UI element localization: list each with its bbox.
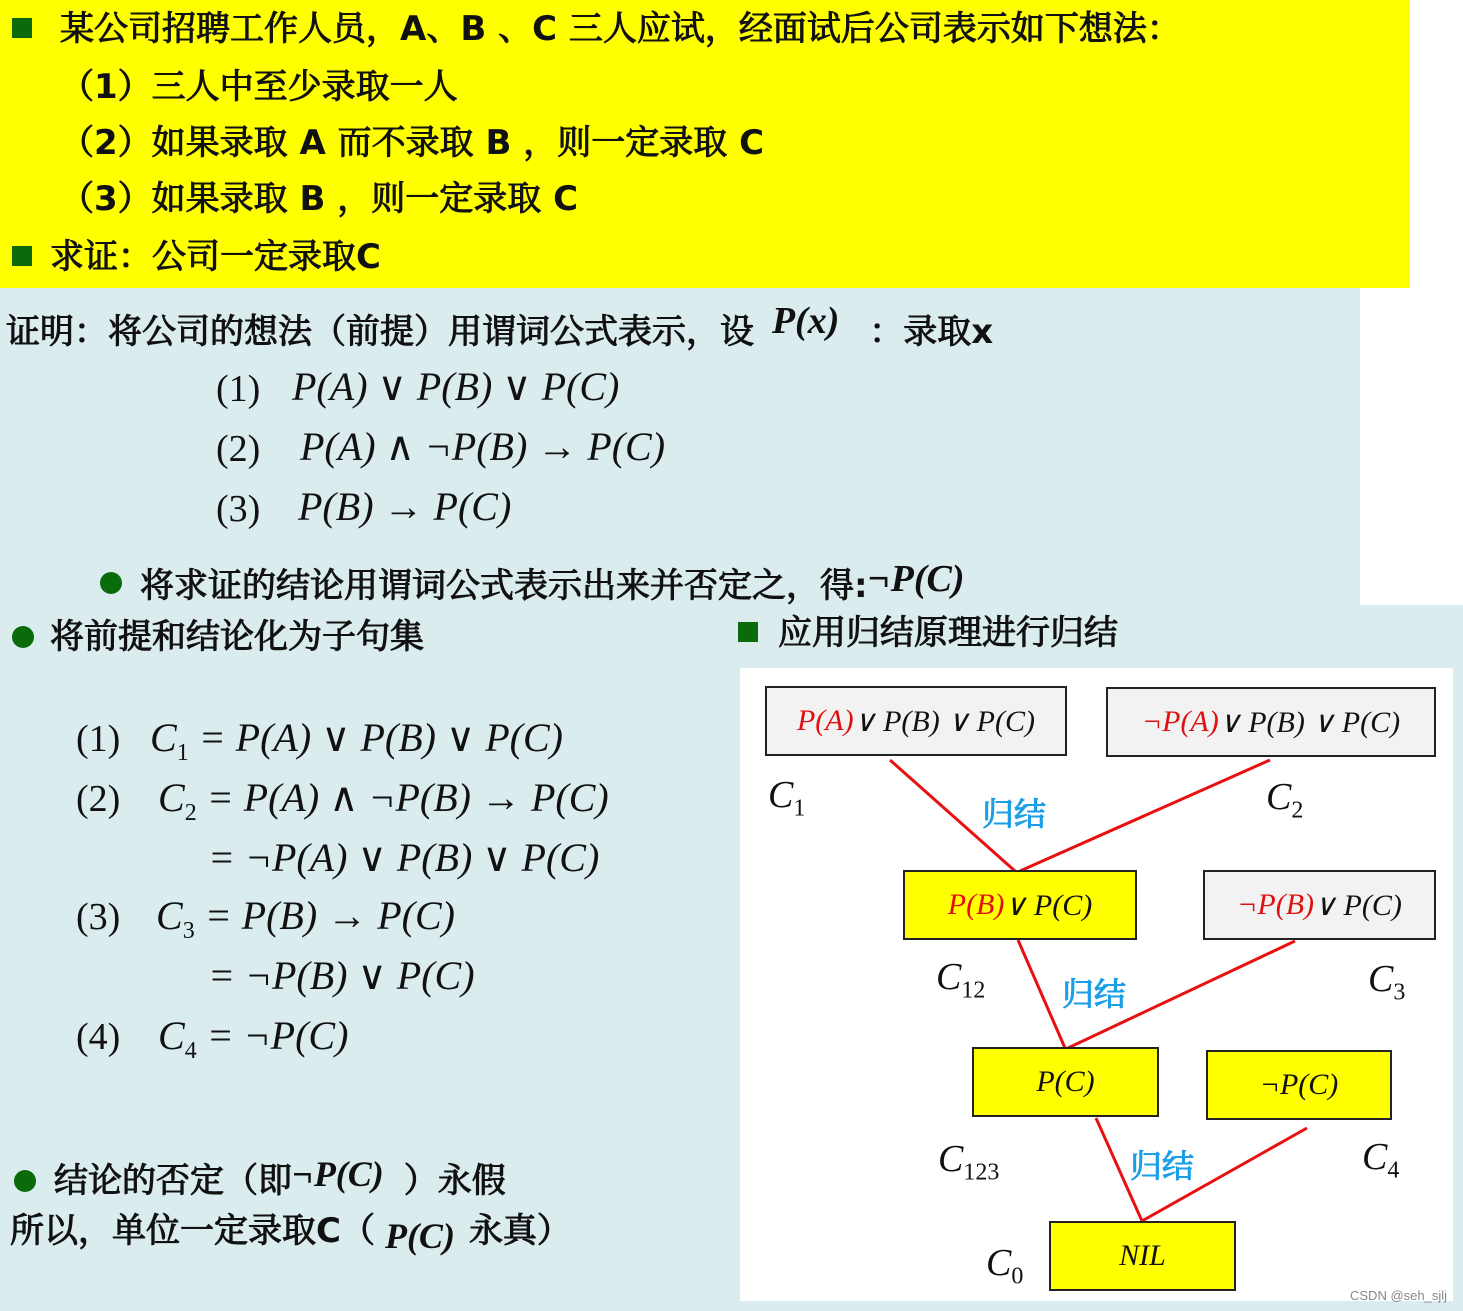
label-c12: $C_{12}$ xyxy=(936,956,986,1004)
premise-number: (2) xyxy=(216,428,261,470)
problem-statement: 某公司招聘工作人员，A、B 、C 三人应试，经面试后公司表示如下想法： xyxy=(60,9,1181,49)
square-bullet-icon xyxy=(12,246,32,266)
edge-c12-c123 xyxy=(1018,940,1065,1048)
negate-text: 将求证的结论用谓词公式表示出来并否定之，得: xyxy=(140,566,868,606)
clause-c1: $C_1 = P(A)$ ∨ P(B) ∨ P(C) xyxy=(150,715,564,766)
clause-box-c123: P(C) xyxy=(972,1047,1159,1117)
clauses-heading: 将前提和结论化为子句集 xyxy=(50,617,424,657)
square-bullet-icon xyxy=(12,18,32,38)
resolution-heading: 应用归结原理进行归结 xyxy=(778,613,1118,653)
resolve-label: 归结 xyxy=(1130,1147,1195,1185)
clause-c2-cnf: = ¬P(A) ∨ P(B) ∨ P(C) xyxy=(208,835,600,880)
clause-c2: $C_2 = P(A)$ ∧ ¬P(B) → P(C) xyxy=(158,775,609,826)
clause-box-c1: P(A) ∨ P(B) ∨ P(C) xyxy=(765,686,1067,756)
negate-formula: ¬P(C) xyxy=(867,558,965,600)
watermark: CSDN @seh_sjlj xyxy=(1350,1288,1447,1303)
clause-c3: $C_3 = P(B) \to P(C)$ xyxy=(156,893,455,944)
clause-number: (1) xyxy=(76,718,121,760)
round-bullet-icon xyxy=(12,626,34,648)
clause-number: (2) xyxy=(76,778,121,820)
clause-box-c4: ¬P(C) xyxy=(1206,1050,1392,1120)
round-bullet-icon xyxy=(14,1170,36,1192)
clause-box-c2: ¬P(A) ∨ P(B) ∨ P(C) xyxy=(1106,687,1436,757)
condition-3: （3）如果录取 B ，则一定录取 C xyxy=(60,179,579,219)
edge-c2-c12 xyxy=(1020,760,1270,871)
goal-statement: 求证：公司一定录取C xyxy=(50,237,381,277)
square-bullet-icon xyxy=(738,622,758,642)
premise-number: (3) xyxy=(216,488,261,530)
clause-number: (4) xyxy=(76,1016,121,1058)
label-c1: $C_1$ xyxy=(768,774,806,822)
conclusion-line-2: 所以，单位一定录取C（ P(C) 永真） xyxy=(10,1211,571,1256)
conclusion-formula: ¬P(C) xyxy=(292,1154,384,1194)
label-c3: $C_3$ xyxy=(1368,958,1406,1006)
round-bullet-icon xyxy=(100,572,122,594)
proof-intro-suffix: ：录取x xyxy=(869,312,994,352)
clause-c3-cnf: = ¬P(B) ∨ P(C) xyxy=(208,953,475,998)
predicate-px: P(x) xyxy=(771,300,840,342)
premise-formula: P(A) ∧ ¬P(B) → P(C) xyxy=(300,424,666,469)
proof-intro xyxy=(6,300,994,352)
clause-c4: $C_4$ = ¬P(C) xyxy=(158,1013,349,1064)
clause-number: (3) xyxy=(76,896,121,938)
premise-number: (1) xyxy=(216,368,261,410)
label-c123: $C_{123}$ xyxy=(938,1138,1000,1186)
condition-1: （1）三人中至少录取一人 xyxy=(60,67,458,107)
clause-box-nil: NIL xyxy=(1049,1221,1236,1291)
label-c0: $C_0$ xyxy=(986,1242,1024,1290)
resolve-label: 归结 xyxy=(982,795,1047,833)
premise-formula: P(A) ∨ P(B) ∨ P(C) xyxy=(292,364,620,409)
resolve-label: 归结 xyxy=(1062,975,1127,1013)
condition-2: （2）如果录取 A 而不录取 B ，则一定录取 C xyxy=(60,123,765,163)
clause-box-c12: P(B) ∨ P(C) xyxy=(903,870,1137,940)
negate-line xyxy=(140,558,965,606)
clause-box-c3: ¬P(B) ∨ P(C) xyxy=(1203,870,1436,940)
resolution-tree xyxy=(740,668,1453,1301)
conclusion-formula: P(C) xyxy=(384,1216,455,1256)
premise-formula: P(B) → P(C) xyxy=(298,484,512,529)
label-c2: $C_2$ xyxy=(1266,776,1304,824)
label-c4: $C_4$ xyxy=(1362,1136,1400,1184)
proof-intro-prefix: 证明：将公司的想法（前提）用谓词公式表示，设 xyxy=(6,312,754,352)
conclusion-line-1: 结论的否定（即¬P(C) ）永假 xyxy=(54,1154,506,1201)
